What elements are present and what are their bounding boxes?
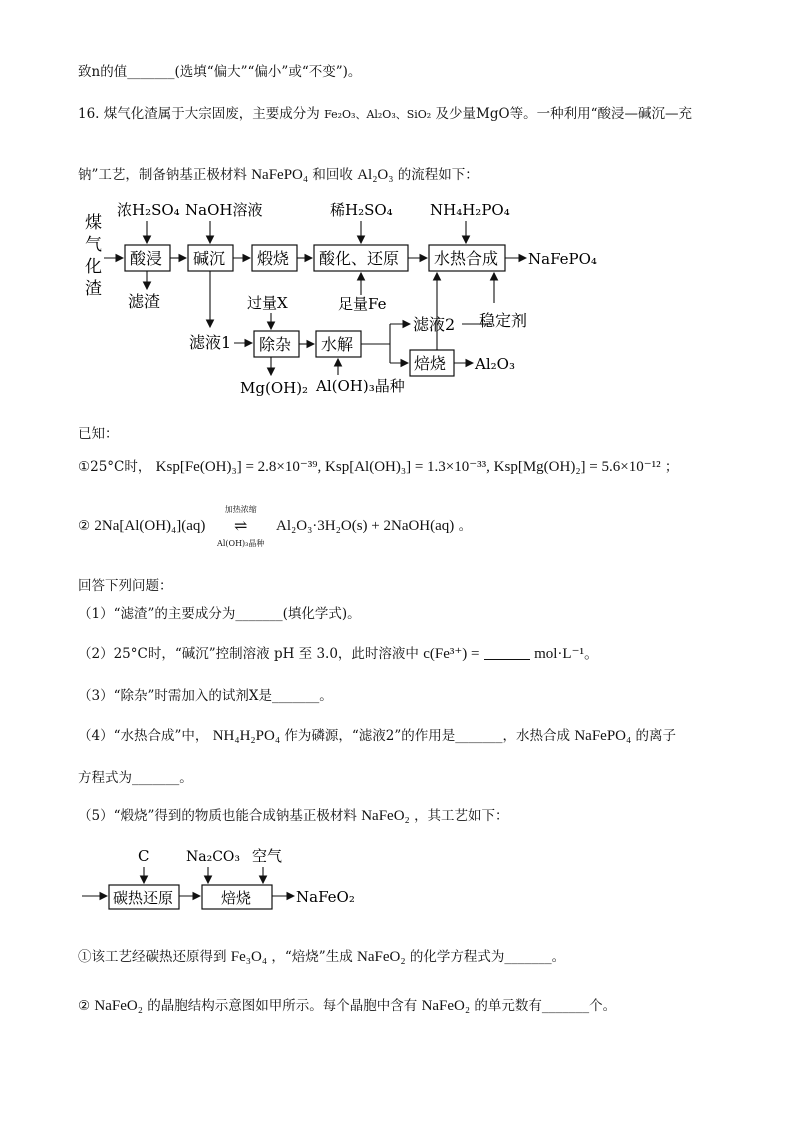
q5-text-b: ，其工艺如下：	[414, 808, 509, 824]
question-2	[78, 644, 599, 664]
label-acidify-reduce: 酸化、还原	[319, 249, 400, 268]
label-mgoh2: Mg(OH)₂	[240, 379, 309, 397]
question-4	[78, 726, 676, 746]
known-1-end: ；	[664, 459, 679, 475]
q16-line-1	[78, 104, 692, 125]
label-acid-leach: 酸浸	[130, 249, 163, 268]
reagent-nh4h2po4: NH₄H₂PO₄	[430, 201, 510, 219]
reagent-naoh: NaOH溶液	[185, 201, 263, 219]
known-item-2	[78, 505, 473, 548]
q4-text-c: 的离子	[635, 728, 677, 744]
q16-text-d: 和回收	[312, 167, 353, 183]
s2-text-a: ②	[78, 998, 91, 1014]
known-2-right: Al₂O₃·3H₂O(s) + 2NaOH(aq)	[276, 518, 455, 534]
equilibrium-arrow	[210, 505, 272, 548]
s2-formula-2: NaFeO₂	[421, 998, 471, 1014]
feed-char-3: 化	[85, 257, 102, 277]
s1-text-b: ，“焙烧”生成	[271, 949, 353, 965]
q16-line-2	[78, 165, 479, 185]
q2-unit: mol·L⁻¹。	[534, 646, 600, 662]
q16-formula-al2o3: Al₂O₃	[357, 167, 394, 183]
equilibrium-symbol: ⇌	[234, 516, 248, 535]
s1-text-c: 的化学方程式为_______。	[409, 949, 566, 965]
q16-text: 16. 煤气化渣属于大宗固废，主要成分为	[78, 106, 320, 122]
product-nafepo4: NaFePO₄	[528, 250, 597, 268]
q16-text-e: 的流程如下：	[397, 167, 479, 183]
label-filtrate-1: 滤液1	[189, 333, 232, 352]
label-filtrate-2: 滤液2	[413, 315, 456, 334]
label-excess-x: 过量X	[247, 294, 288, 312]
s1-formula-2: NaFeO₂	[357, 949, 406, 965]
label-residue: 滤渣	[128, 292, 161, 311]
q4-text-b: 作为磷源，“滤液2”的作用是_______，水热合成	[284, 728, 571, 744]
label-hydrolysis: 水解	[321, 335, 354, 354]
question-1: （1）“滤渣”的主要成分为_______(填化学式)。	[78, 606, 361, 622]
q16-formula-nafepo4: NaFePO₄	[251, 167, 309, 183]
feed-char-1: 煤	[85, 213, 102, 233]
intro-line: 致n的值_______(选填“偏大”“偏小”或“不变”)。	[78, 64, 362, 80]
s2-text-b: 的晶胞结构示意图如甲所示。每个晶胞中含有	[147, 998, 418, 1014]
reagent-air: 空气	[252, 847, 283, 865]
questions-lead: 回答下列问题：	[78, 578, 173, 594]
reagent-na2co3: Na₂CO₃	[186, 849, 241, 865]
sub-question-1	[78, 947, 565, 967]
product-nafeo2: NaFeO₂	[296, 888, 355, 906]
q2-text: （2）25°C时，“碱沉”控制溶液 pH 至 3.0，此时溶液中	[78, 646, 419, 662]
q16-text-c: 钠”工艺，制备钠基正极材料	[78, 167, 247, 183]
known-2-left: 2Na[Al(OH)₄](aq)	[94, 518, 206, 534]
process-flow-diagram-2	[0, 843, 800, 918]
label-al2o3: Al₂O₃	[475, 355, 515, 373]
known-title: 已知：	[78, 426, 119, 442]
reagent-dilute-h2so4: 稀H₂SO₄	[330, 201, 393, 219]
label-carbothermal: 碳热还原	[113, 889, 174, 907]
label-alkali-precip: 碱沉	[193, 249, 226, 268]
s2-formula-1: NaFeO₂	[94, 998, 143, 1014]
reagent-c: C	[138, 847, 150, 865]
label-roast: 焙烧	[414, 354, 447, 373]
question-5	[78, 806, 509, 826]
feed-char-2: 气	[85, 235, 102, 255]
known-2-end: 。	[458, 518, 473, 534]
feed-char-4: 渣	[85, 279, 102, 299]
q4-formula-2: NaFePO₄	[574, 728, 632, 744]
label-calcine: 煅烧	[257, 249, 290, 268]
question-3: （3）“除杂”时需加入的试剂X是_______。	[78, 688, 333, 704]
label-stabilizer: 稳定剂	[479, 311, 528, 330]
q5-formula: NaFeO₂	[361, 808, 410, 824]
known-1-prefix: ①25°C时，	[78, 459, 152, 475]
s1-text-a: ①该工艺经碳热还原得到	[78, 949, 227, 965]
q5-text-a: （5）“煅烧”得到的物质也能合成钠基正极材料	[78, 808, 357, 824]
q4-formula-1: NH₄H₂PO₄	[212, 728, 281, 744]
label-hydrothermal: 水热合成	[434, 249, 499, 268]
label-seed: Al(OH)₃晶种	[316, 377, 405, 395]
known-2-prefix: ②	[78, 518, 91, 534]
s1-formula-1: Fe₃O₄	[230, 949, 268, 965]
sub-question-2	[78, 996, 616, 1016]
question-4-cont: 方程式为_______。	[78, 770, 193, 786]
label-excess-fe: 足量Fe	[338, 295, 387, 313]
label-remove-impurity: 除杂	[259, 335, 292, 354]
reagent-conc-h2so4: 浓H₂SO₄	[117, 201, 180, 219]
q2-math: c(Fe³⁺) =	[423, 646, 480, 662]
process-flow-diagram	[0, 195, 800, 410]
known-1-equation: Ksp[Fe(OH)₃] = 2.8×10⁻³⁹, Ksp[Al(OH)₃] = 1.3×10⁻³³, Ksp[Mg(OH)₂] = 5.6×10⁻¹²	[155, 459, 661, 475]
q4-text-a: （4）“水热合成”中，	[78, 728, 209, 744]
s2-text-c: 的单元数有_______个。	[474, 998, 617, 1014]
known-item-1	[78, 457, 678, 477]
label-roast-2: 焙烧	[221, 889, 252, 907]
q2-blank	[484, 645, 530, 660]
q16-text-b: 及少量MgO等。一种利用“酸浸—碱沉—充	[435, 106, 692, 122]
equilibrium-below: Al(OH)₃晶种	[217, 539, 265, 548]
q16-formula: Fe₂O₃、Al₂O₃、SiO₂	[324, 108, 432, 121]
equilibrium-above: 加热浓缩	[224, 505, 257, 514]
